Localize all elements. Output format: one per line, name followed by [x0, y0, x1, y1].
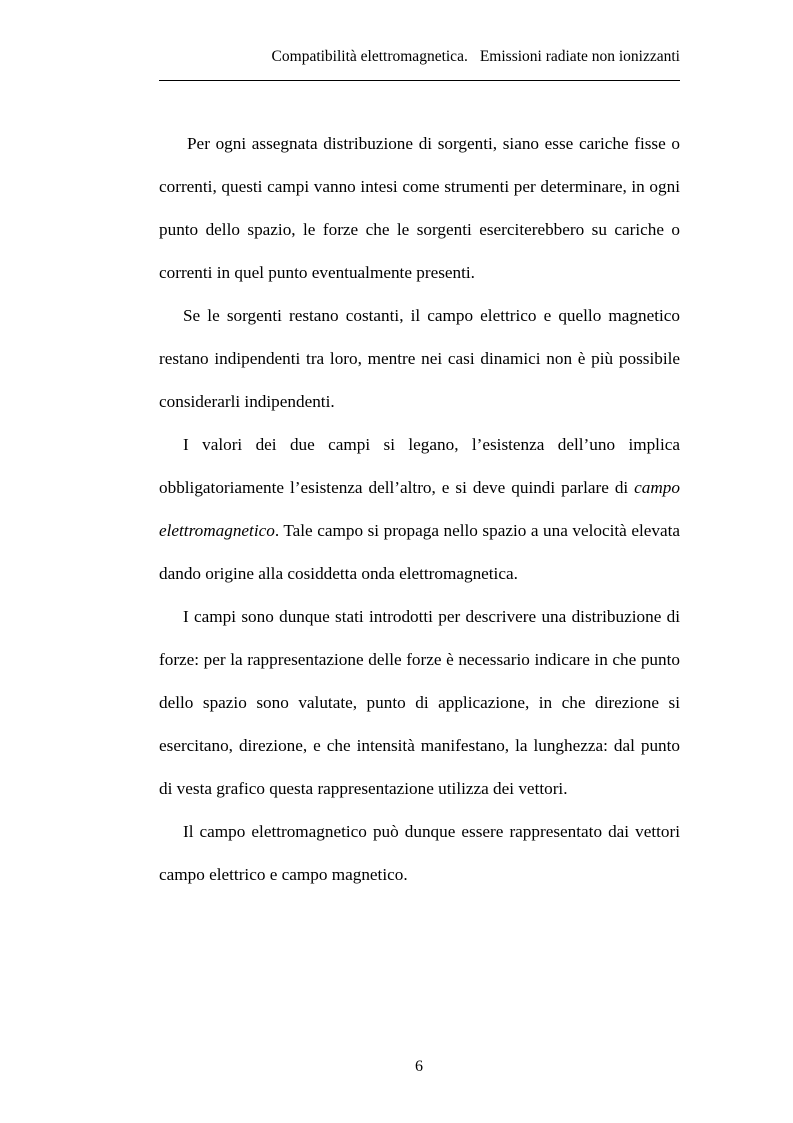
header-title-right: Emissioni radiate non ionizzanti — [479, 48, 680, 65]
header-title-left: Compatibilità elettromagnetica. — [271, 48, 468, 65]
page-number: 6 — [415, 1058, 423, 1075]
paragraph-5: Il campo elettromagnetico può dunque essere rappresentato dai vettori campo elettrico e campo magnetico. — [159, 822, 680, 884]
paragraph-3-text-b: . Tale campo si propaga nello spazio a una velocità elevata dando origine alla cosiddetta onda elettromagnetica. — [159, 521, 680, 583]
paragraph-3-text-a: I valori dei due campi si legano, l’esistenza dell’uno implica obbligatoriamente l’esistenza dell’altro, e si deve quindi parlare di — [159, 435, 680, 497]
paragraph-1: Per ogni assegnata distribuzione di sorgenti, siano esse cariche fisse o correnti, questi campi vanno intesi come strumenti per determinare, in ogni punto dello spazio, le forze che le sorgenti eserciterebbero su cariche o correnti in quel punto eventualmente presenti. — [159, 134, 680, 282]
paragraph-2: Se le sorgenti restano costanti, il campo elettrico e quello magnetico restano indipendenti tra loro, mentre nei casi dinamici non è più possibile considerarli indipendenti. — [159, 306, 680, 411]
header-rule — [159, 80, 680, 81]
paragraph-4: I campi sono dunque stati introdotti per descrivere una distribuzione di forze: per la rappresentazione delle forze è necessario indicare in che punto dello spazio sono valutate, punto di applicazione, in che direzione si esercitano, direzione, e che intensità manifestano, la lunghezza: dal punto di vesta grafico questa rappresentazione utilizza dei vettori. — [159, 607, 680, 798]
paragraph-3 — [159, 423, 680, 595]
body-text — [159, 122, 680, 896]
paragraph-3-emphasis: campo elettromagnetico — [159, 478, 680, 540]
running-header — [159, 46, 680, 68]
